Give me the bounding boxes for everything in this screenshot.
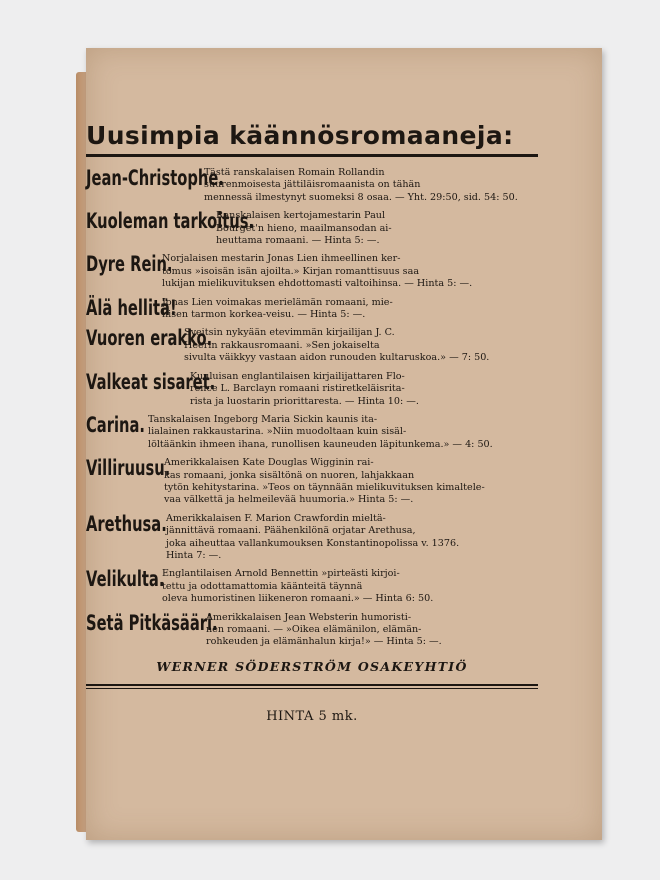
book-description: [204, 165, 538, 204]
description-line: mennessä ilmestynyt suomeksi 8 osaa. — Yht. 29:50, sid. 54: 50.: [204, 191, 518, 203]
description-line: vaa välkettä ja helmeilevää huumoria.» Hinta 5: —.: [164, 494, 414, 506]
description-line: oleva humoristinen liikeneron romaani.» — Hinta 6: 50.: [162, 593, 434, 605]
book-description: [190, 369, 538, 408]
description-line: tettu ja odottamattomia käänteitä täynnä: [162, 580, 363, 592]
description-line: Tästä ranskalaisen Romain Rollandin: [204, 167, 385, 178]
cover-price: HINTA 5 mk.: [266, 708, 358, 724]
description-line: tytön kehitystarina. »Teos on täynnään mielikuvituksen kimaltele-: [164, 481, 485, 493]
description-line: rista ja luostarin priorittaresta. — Hinta 10: —.: [190, 395, 419, 407]
heading-rule: [86, 154, 538, 157]
description-line: Englantilaisen Arnold Bennettin »pirteästi kirjoi-: [162, 568, 400, 580]
publisher-rule: [86, 684, 538, 689]
book-title: Velikulta.: [86, 567, 165, 592]
description-line: Tanskalaisen Ingeborg Maria Sickin kaunis ita-: [148, 413, 378, 425]
description-line: Amerikkalaisen Jean Websterin humoristi-: [206, 611, 412, 623]
description-line: Hinta 7: —.: [166, 549, 222, 561]
book-entry: [86, 295, 538, 322]
description-line: Jonas Lien voimakas merielämän romaani, mie-: [162, 296, 393, 308]
book-title: Carina.: [86, 412, 145, 437]
description-line: löltäänkin ihmeen ihana, runollisen kauneuden läpitunkema.» — 4: 50.: [148, 438, 493, 450]
description-line: Amerikkalaisen Kate Douglas Wigginin rai-: [164, 457, 374, 469]
book-description: [162, 295, 538, 322]
description-line: heuttama romaani. — Hinta 5: —.: [216, 235, 380, 247]
book-entry: [86, 455, 538, 507]
description-line: nen romaani. — »Oikea elämänilon, elämän-: [206, 624, 422, 635]
book-description: [166, 511, 538, 563]
book-entry: [86, 369, 538, 408]
book-entry: [86, 511, 538, 563]
publisher-name: WERNER SÖDERSTRÖM OSAKEYHTIÖ: [156, 658, 468, 674]
book-description: [148, 412, 538, 451]
description-line: lialainen rakkaustarina. »Niin muodoltaan kuin sisäl-: [148, 426, 407, 438]
book-title: Setä Pitkäsääri.: [86, 610, 218, 635]
book-title: Arethusa.: [86, 511, 167, 536]
book-entry: [86, 566, 538, 605]
book-description: [162, 566, 538, 605]
book-title: Dyre Rein.: [86, 252, 173, 277]
description-line: rohkeuden ja elämänhalun kirja!» — Hinta 5: —.: [206, 636, 442, 648]
description-line: jännittävä romaani. Päähenkilönä orjatar Arethusa,: [166, 525, 416, 537]
description-line: kas romaani, jonka sisältönä on nuoren, lahjakkaan: [164, 469, 415, 481]
description-line: joka aiheuttaa vallankumouksen Konstantinopolissa v. 1376.: [166, 537, 460, 549]
book-title: Älä hellitä!: [86, 295, 177, 320]
book-entry: [86, 165, 538, 204]
book-entry: [86, 208, 538, 247]
book-list: [86, 165, 538, 649]
book-description: [206, 610, 538, 649]
description-line: Bourget'n hieno, maailmansodan ai-: [216, 222, 392, 234]
description-line: Amerikkalaisen F. Marion Crawfordin mieltä-: [166, 512, 386, 524]
description-line: hisen tarmon korkea-veisu. — Hinta 5: —.: [162, 309, 366, 321]
description-line: Sveitsin nykyään etevimmän kirjailijan J. C.: [184, 327, 395, 339]
book-title: Valkeat sisaret.: [86, 369, 216, 394]
description-line: Heerin rakkausromaani. »Sen jokaiselta: [184, 339, 380, 351]
book-entry: [86, 325, 538, 364]
book-title: Kuoleman tarkoitus.: [86, 209, 255, 234]
description-line: sivulta väikkyy vastaan aidon runouden kultaruskoa.» — 7: 50.: [184, 352, 490, 364]
book-entry: [86, 412, 538, 451]
book-entry: [86, 610, 538, 649]
book-title: Vuoren erakko.: [86, 326, 213, 351]
book-description: [164, 455, 538, 507]
book-description: [162, 251, 538, 290]
book-title: Jean-Christophe.: [86, 166, 224, 190]
advertisement-page: [86, 120, 538, 724]
book-description: [216, 208, 538, 247]
book-title: Villiruusu.: [86, 456, 171, 481]
book-entry: [86, 251, 538, 290]
description-line: Norjalaisen mestarin Jonas Lien ihmeellinen ker-: [162, 253, 401, 265]
description-line: suurenmoisesta jättiläisromaanista on tähän: [204, 179, 421, 191]
description-line: tomus »isoisän isän ajoilta.» Kirjan romanttisuus saa: [162, 265, 420, 277]
book-description: [184, 325, 538, 364]
description-line: Kuuluisan englantilaisen kirjailijattaren Flo-: [190, 370, 405, 382]
description-line: rence L. Barclayn romaani ristiretkeläisrita-: [190, 383, 405, 395]
description-line: Ranskalaisen kertojamestarin Paul: [216, 210, 386, 222]
page-heading: Uusimpia käännösromaaneja:: [86, 121, 514, 150]
description-line: lukijan mielikuvituksen ehdottomasti valtoihinsa. — Hinta 5: —.: [162, 278, 473, 290]
